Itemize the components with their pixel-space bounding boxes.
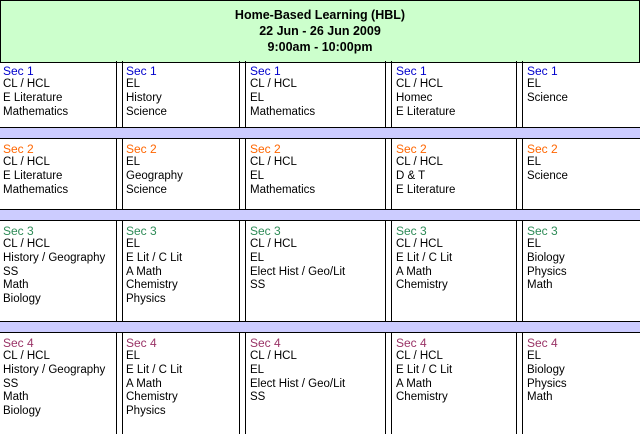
subject-item: E Literature (3, 169, 63, 182)
timetable-cell (527, 64, 568, 106)
subject-item: EL (527, 350, 542, 362)
timetable-cell (126, 224, 182, 307)
subject-item: CL / HCL (3, 238, 50, 250)
class-level-label: Sec 4 (126, 336, 157, 350)
subject-item: EL (126, 350, 141, 362)
column-divider (516, 221, 517, 321)
subject-item: Physics (527, 265, 567, 278)
subject-item: CL / HCL (396, 238, 443, 250)
timetable-cell (527, 142, 568, 184)
timetable-cell (3, 336, 105, 419)
subject-item: Elect Hist / Geo/Lit (250, 265, 346, 278)
column-divider (122, 221, 123, 321)
column-divider (516, 333, 517, 434)
subject-item: D & T (396, 169, 426, 182)
timetable-cell (396, 224, 452, 293)
timetable-cell (250, 336, 345, 405)
subject-item: E Lit / C Lit (396, 251, 453, 264)
column-divider (239, 139, 240, 209)
subject-item: History (126, 91, 162, 104)
subject-item: E Lit / C Lit (396, 363, 453, 376)
column-divider (245, 333, 246, 434)
subject-item: EL (250, 91, 265, 104)
class-level-label: Sec 3 (126, 224, 157, 238)
subject-item: History / Geography (3, 363, 106, 376)
subject-item: Elect Hist / Geo/Lit (250, 377, 346, 390)
subject-item: A Math (126, 377, 162, 390)
class-level-label: Sec 3 (396, 224, 427, 238)
subject-item: History / Geography (3, 251, 106, 264)
subject-item: Chemistry (396, 391, 448, 404)
subject-item: Geography (126, 169, 183, 182)
column-divider (522, 333, 523, 434)
subject-item: CL / HCL (250, 156, 297, 168)
subject-item: Mathematics (250, 105, 316, 118)
column-divider (385, 139, 386, 209)
timetable-header (0, 0, 640, 63)
subject-item: E Lit / C Lit (126, 251, 183, 264)
column-divider (116, 333, 117, 434)
subject-item: Science (527, 91, 568, 104)
timetable-cell (126, 142, 183, 197)
subject-item: CL / HCL (396, 156, 443, 168)
subject-item: A Math (126, 265, 162, 278)
subject-item: Chemistry (396, 279, 448, 292)
class-level-label: Sec 2 (250, 142, 281, 156)
column-divider (122, 61, 123, 127)
column-divider (116, 139, 117, 209)
timetable-cell (250, 224, 345, 293)
row-separator (0, 127, 640, 139)
column-divider (522, 61, 523, 127)
column-divider (239, 61, 240, 127)
subject-item: CL / HCL (3, 350, 50, 362)
column-divider (385, 333, 386, 434)
subject-item: Mathematics (250, 183, 316, 196)
column-divider (516, 139, 517, 209)
subject-item: Physics (126, 293, 166, 306)
timetable-dates: 22 Jun - 26 Jun 2009 (259, 24, 381, 38)
timetable-cell (527, 224, 567, 293)
column-divider (245, 61, 246, 127)
class-level-label: Sec 1 (3, 64, 34, 78)
subject-item: EL (126, 156, 141, 168)
class-level-label: Sec 2 (126, 142, 157, 156)
subject-item: Biology (527, 363, 565, 376)
timetable-time: 9:00am - 10:00pm (267, 40, 373, 54)
class-level-label: Sec 1 (250, 64, 281, 78)
timetable-cell (527, 336, 567, 405)
subject-item: CL / HCL (250, 78, 297, 90)
subject-item: EL (126, 238, 141, 250)
subject-item: CL / HCL (3, 156, 50, 168)
timetable-cell (250, 64, 315, 119)
class-level-label: Sec 1 (527, 64, 558, 78)
subject-item: CL / HCL (3, 78, 50, 90)
column-divider (391, 333, 392, 434)
subject-item: Mathematics (3, 183, 69, 196)
row-separator (0, 209, 640, 221)
column-divider (385, 221, 386, 321)
subject-item: Math (527, 391, 553, 404)
column-divider (522, 139, 523, 209)
column-divider (385, 61, 386, 127)
subject-item: SS (250, 279, 266, 292)
class-level-label: Sec 3 (3, 224, 34, 238)
column-divider (516, 61, 517, 127)
subject-item: EL (527, 78, 542, 90)
subject-item: E Lit / C Lit (126, 363, 183, 376)
subject-item: Biology (527, 251, 565, 264)
subject-item: SS (3, 265, 19, 278)
column-divider (116, 221, 117, 321)
class-level-label: Sec 4 (3, 336, 34, 350)
column-divider (391, 139, 392, 209)
class-level-label: Sec 3 (527, 224, 558, 238)
column-divider (239, 333, 240, 434)
subject-item: E Literature (396, 183, 456, 196)
column-divider (522, 221, 523, 321)
timetable-title: Home-Based Learning (HBL) (234, 8, 406, 22)
subject-item: Math (3, 391, 29, 404)
subject-item: E Literature (3, 91, 63, 104)
class-level-label: Sec 1 (126, 64, 157, 78)
subject-item: Biology (3, 293, 41, 306)
subject-item: Math (527, 279, 553, 292)
timetable-cell (396, 336, 452, 405)
column-divider (122, 333, 123, 434)
subject-item: SS (250, 391, 266, 404)
timetable-cell (126, 336, 182, 419)
column-divider (116, 61, 117, 127)
subject-item: EL (250, 363, 265, 376)
subject-item: Physics (126, 405, 166, 418)
timetable-cell (3, 64, 68, 119)
subject-item: CL / HCL (250, 238, 297, 250)
column-divider (245, 139, 246, 209)
class-level-label: Sec 3 (250, 224, 281, 238)
subject-item: EL (527, 156, 542, 168)
timetable-cell (3, 142, 68, 197)
subject-item: EL (126, 78, 141, 90)
subject-item: Mathematics (3, 105, 69, 118)
class-level-label: Sec 4 (396, 336, 427, 350)
subject-item: EL (250, 169, 265, 182)
subject-item: EL (250, 251, 265, 264)
class-level-label: Sec 2 (396, 142, 427, 156)
subject-item: Physics (527, 377, 567, 390)
subject-item: SS (3, 377, 19, 390)
timetable-cell (250, 142, 315, 197)
row-separator (0, 321, 640, 333)
timetable-cell (396, 64, 455, 119)
subject-item: A Math (396, 265, 432, 278)
subject-item: Science (126, 105, 167, 118)
subject-item: A Math (396, 377, 432, 390)
column-divider (122, 139, 123, 209)
subject-item: Math (3, 279, 29, 292)
subject-item: Chemistry (126, 279, 178, 292)
subject-item: Science (527, 169, 568, 182)
class-level-label: Sec 4 (527, 336, 558, 350)
timetable-cell (396, 142, 455, 197)
subject-item: CL / HCL (250, 350, 297, 362)
column-divider (391, 221, 392, 321)
class-level-label: Sec 1 (396, 64, 427, 78)
timetable-cell (3, 224, 105, 307)
column-divider (245, 221, 246, 321)
class-level-label: Sec 2 (527, 142, 558, 156)
subject-item: CL / HCL (396, 350, 443, 362)
subject-item: CL / HCL (396, 78, 443, 90)
class-level-label: Sec 2 (3, 142, 34, 156)
class-level-label: Sec 4 (250, 336, 281, 350)
column-divider (239, 221, 240, 321)
subject-item: E Literature (396, 105, 456, 118)
column-divider (391, 61, 392, 127)
timetable-cell (126, 64, 167, 119)
subject-item: Chemistry (126, 391, 178, 404)
subject-item: Science (126, 183, 167, 196)
subject-item: Biology (3, 405, 41, 418)
subject-item: EL (527, 238, 542, 250)
subject-item: Homec (396, 91, 433, 104)
